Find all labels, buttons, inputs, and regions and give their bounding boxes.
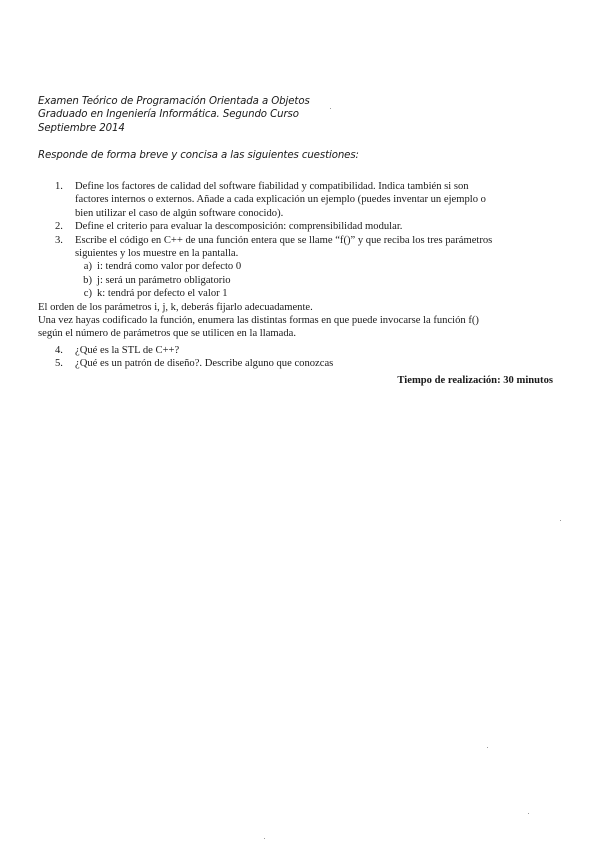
degree-line: Graduado en Ingeniería Informática. Segundo Curso bbox=[38, 109, 299, 121]
sub-item-text: k: tendrá por defecto el valor 1 bbox=[97, 288, 228, 300]
question-1 bbox=[55, 180, 469, 193]
question-1-line-2: factores internos o externos. Añade a cada explicación un ejemplo (puedes inventar un ejemplo o bbox=[75, 194, 486, 206]
scan-speck bbox=[264, 838, 265, 839]
scan-speck bbox=[487, 747, 488, 748]
question-3 bbox=[55, 234, 492, 247]
paragraph-order: El orden de los parámetros i, j, k, deberás fijarlo adecuadamente. bbox=[38, 301, 313, 313]
question-text: ¿Qué es un patrón de diseño?. Describe alguno que conozcas bbox=[75, 358, 334, 370]
question-3-line-2: siguientes y los muestre en la pantalla. bbox=[75, 248, 239, 259]
question-4 bbox=[55, 344, 179, 357]
exam-title: Examen Teórico de Programación Orientada a Objetos bbox=[38, 96, 310, 107]
scan-speck bbox=[330, 108, 331, 109]
instructions: Responde de forma breve y concisa a las siguientes cuestiones: bbox=[38, 150, 359, 161]
question-number: 3. bbox=[55, 234, 63, 246]
question-number: 4. bbox=[55, 345, 63, 356]
sub-item-label: a) bbox=[83, 261, 92, 273]
question-number: 5. bbox=[55, 358, 63, 370]
paragraph-invocation-cont: según el número de parámetros que se utilicen en la llamada. bbox=[38, 328, 296, 340]
sub-item-b bbox=[75, 274, 231, 287]
question-text: Define los factores de calidad del software fiabilidad y compatibilidad. Indica también si son bbox=[75, 181, 469, 192]
question-number: 1. bbox=[55, 181, 63, 192]
sub-item-label: b) bbox=[83, 274, 92, 286]
exam-header bbox=[38, 95, 310, 135]
time-note: Tiempo de realización: 30 minutos bbox=[397, 375, 553, 386]
date-line: Septiembre 2014 bbox=[38, 122, 125, 134]
question-text: Escribe el código en C++ de una función entera que se llame “f()” y que reciba los tres parámetros bbox=[75, 234, 493, 246]
sub-item-text: i: tendrá como valor por defecto 0 bbox=[97, 261, 242, 273]
question-2 bbox=[55, 220, 402, 233]
sub-item-text: j: será un parámetro obligatorio bbox=[97, 274, 231, 286]
sub-item-a bbox=[75, 260, 241, 273]
question-number: 2. bbox=[55, 221, 63, 233]
question-1-line-3: bien utilizar el caso de algún software conocido). bbox=[75, 207, 284, 219]
question-text: ¿Qué es la STL de C++? bbox=[75, 345, 180, 356]
sub-item-label: c) bbox=[83, 288, 92, 300]
question-text: Define el criterio para evaluar la descomposición: comprensibilidad modular. bbox=[75, 221, 403, 233]
question-5 bbox=[55, 357, 333, 370]
scan-speck bbox=[528, 813, 529, 814]
sub-item-c bbox=[75, 287, 228, 300]
scan-speck bbox=[560, 520, 561, 521]
paragraph-invocation: Una vez hayas codificado la función, enumera las distintas formas en que puede invocarse la función f() bbox=[38, 315, 479, 326]
